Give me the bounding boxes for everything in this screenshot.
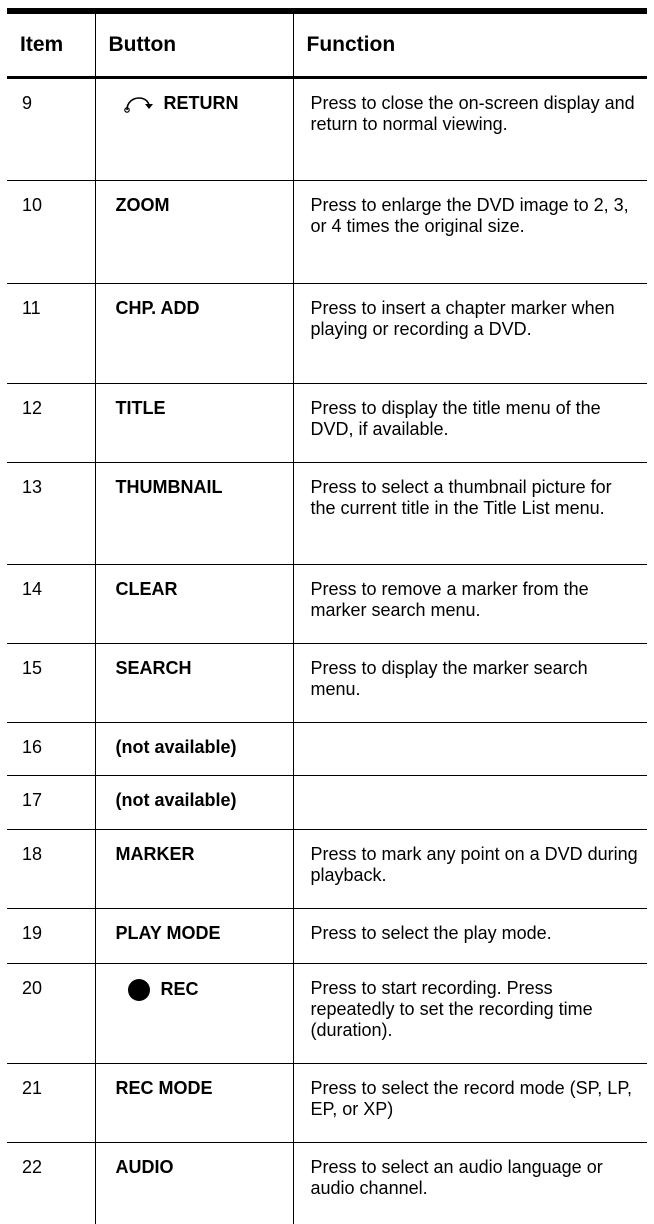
record-dot-icon — [128, 979, 150, 1001]
table-row — [7, 463, 647, 565]
item-number: 12 — [7, 384, 95, 463]
function-description: Press to mark any point on a DVD during playback. — [293, 830, 647, 909]
function-description: Press to select the record mode (SP, LP, EP, or XP) — [293, 1064, 647, 1143]
button-name: (not available) — [95, 776, 293, 830]
button-name: MARKER — [95, 830, 293, 909]
item-number: 14 — [7, 565, 95, 644]
button-text: REC — [161, 979, 199, 1000]
button-name — [95, 964, 293, 1064]
function-description — [293, 723, 647, 776]
table-row — [7, 284, 647, 384]
table-row — [7, 565, 647, 644]
table-row — [7, 964, 647, 1064]
button-text: RETURN — [164, 93, 239, 114]
table-row — [7, 1143, 647, 1224]
item-number: 10 — [7, 181, 95, 284]
function-description: Press to display the marker search menu. — [293, 644, 647, 723]
table-row — [7, 644, 647, 723]
item-number: 22 — [7, 1143, 95, 1224]
item-number: 15 — [7, 644, 95, 723]
header-row — [7, 11, 647, 78]
table-row — [7, 78, 647, 181]
item-number: 21 — [7, 1064, 95, 1143]
table-row — [7, 723, 647, 776]
table-row — [7, 1064, 647, 1143]
item-number: 20 — [7, 964, 95, 1064]
function-description: Press to display the title menu of the DVD, if available. — [293, 384, 647, 463]
item-number: 18 — [7, 830, 95, 909]
button-name: PLAY MODE — [95, 909, 293, 964]
button-name: THUMBNAIL — [95, 463, 293, 565]
button-name: SEARCH — [95, 644, 293, 723]
table-row — [7, 909, 647, 964]
function-description: Press to select the play mode. — [293, 909, 647, 964]
table-body — [7, 78, 647, 1224]
function-description: Press to start recording. Press repeatedly to set the recording time (duration). — [293, 964, 647, 1064]
function-description: Press to select a thumbnail picture for the current title in the Title List menu. — [293, 463, 647, 565]
button-function-table — [7, 8, 647, 1224]
function-description — [293, 776, 647, 830]
function-description: Press to insert a chapter marker when playing or recording a DVD. — [293, 284, 647, 384]
item-number: 9 — [7, 78, 95, 181]
button-name: (not available) — [95, 723, 293, 776]
table-row — [7, 181, 647, 284]
table-row — [7, 776, 647, 830]
rec-button-label — [116, 978, 199, 1000]
header-function: Function — [293, 11, 647, 78]
function-description: Press to enlarge the DVD image to 2, 3, or 4 times the original size. — [293, 181, 647, 284]
return-arrow-icon — [124, 95, 154, 113]
button-name — [95, 78, 293, 181]
item-number: 19 — [7, 909, 95, 964]
item-number: 17 — [7, 776, 95, 830]
header-button: Button — [95, 11, 293, 78]
button-name: REC MODE — [95, 1064, 293, 1143]
table-row — [7, 384, 647, 463]
item-number: 11 — [7, 284, 95, 384]
button-name: ZOOM — [95, 181, 293, 284]
button-name: CLEAR — [95, 565, 293, 644]
table-header — [7, 11, 647, 78]
return-button-label — [116, 93, 239, 114]
button-name: TITLE — [95, 384, 293, 463]
function-description: Press to remove a marker from the marker search menu. — [293, 565, 647, 644]
button-name: AUDIO — [95, 1143, 293, 1224]
function-description: Press to select an audio language or audio channel. — [293, 1143, 647, 1224]
function-description: Press to close the on-screen display and return to normal viewing. — [293, 78, 647, 181]
header-item: Item — [7, 11, 95, 78]
table-row — [7, 830, 647, 909]
button-name: CHP. ADD — [95, 284, 293, 384]
item-number: 13 — [7, 463, 95, 565]
item-number: 16 — [7, 723, 95, 776]
remote-buttons-table — [7, 8, 647, 1224]
